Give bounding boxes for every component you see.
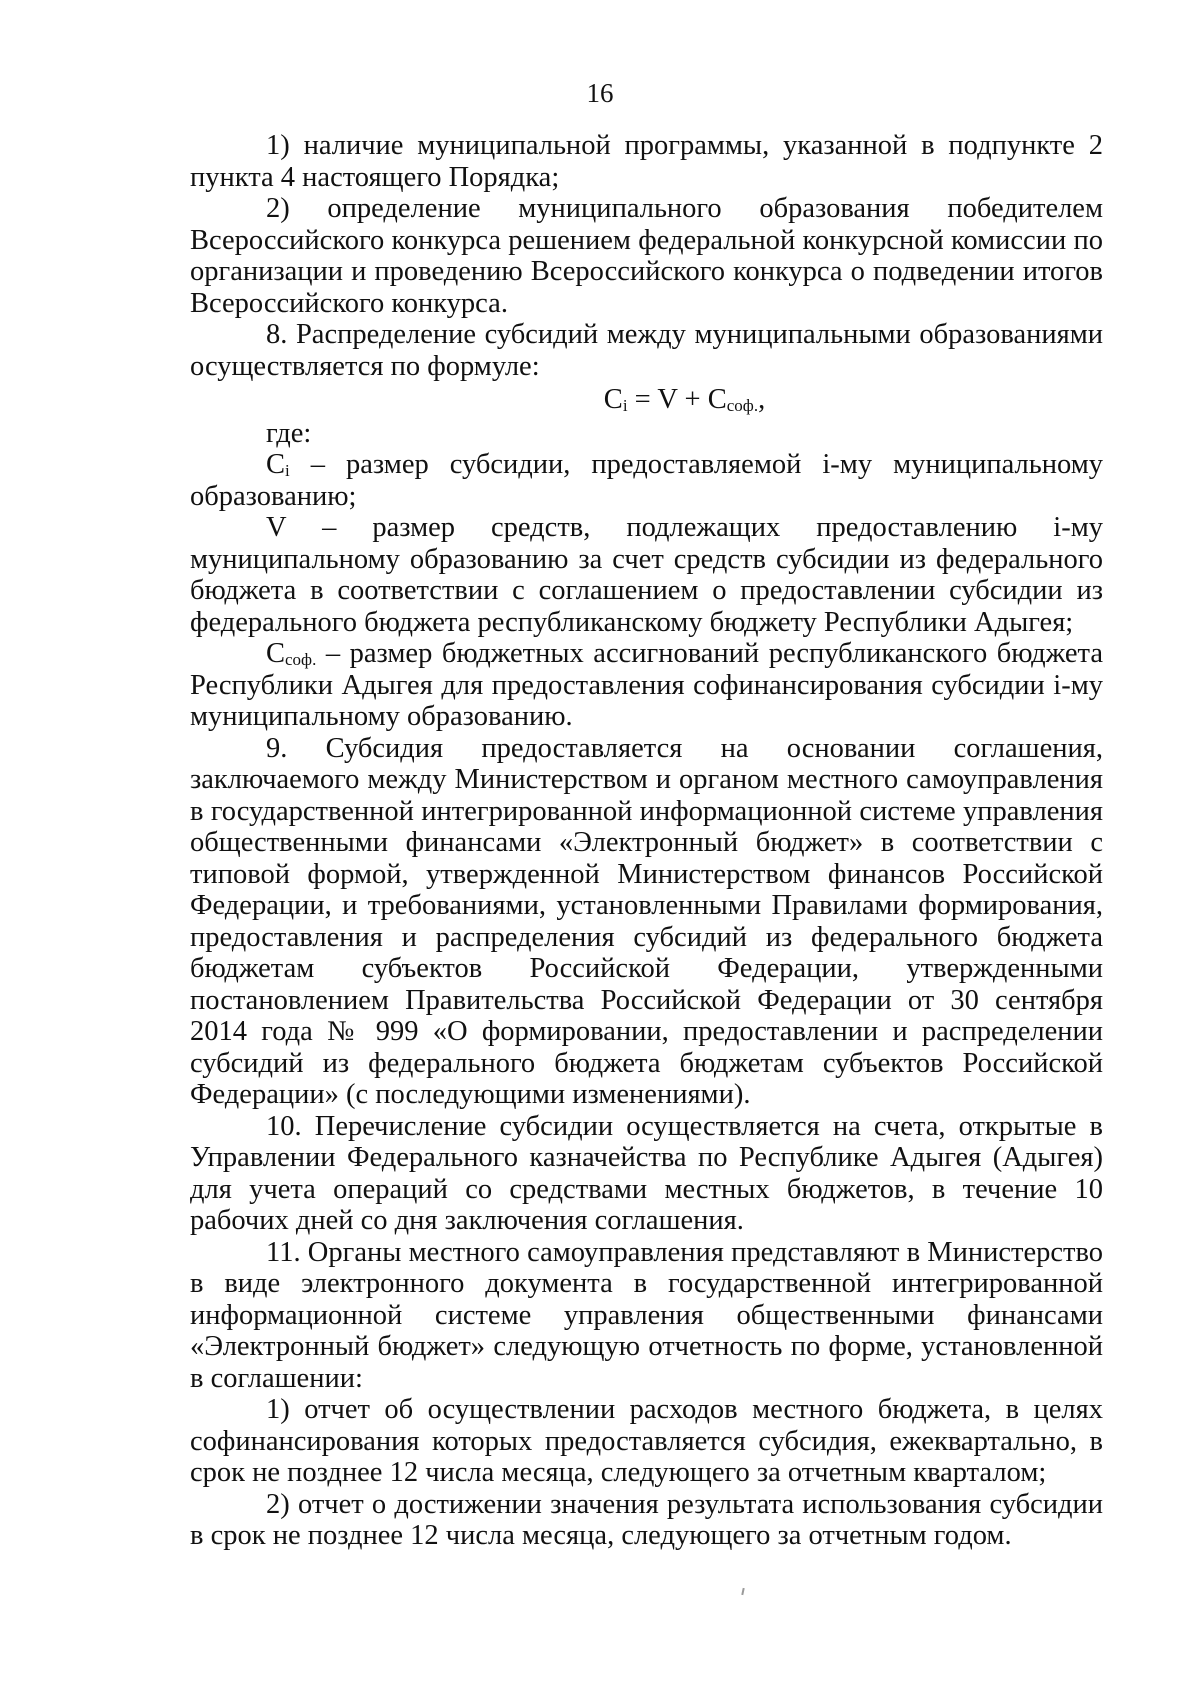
paragraph-9: 9. Субсидия предоставляется на основании соглашения, заключаемого между Министерством и органом местного самоуправления в государственной интегрированной информационной системе управления общественными финансами «Электронный бюджет» в соответствии с типовой формой, утвержденной Министерством финансов Российской Федерации, и требованиями, установленными Правилами формирования, предоставления и распределения субсидий из федерального бюджета бюджетам субъектов Российской Федерации, утвержденными постановлением Правительства Российской Федерации от 30 сентября 2014 года № 999 «О формировании, предоставлении и распределении субсидий из федерального бюджета бюджетам субъектов Российской Федерации» (с последующими изменениями). xyxy=(190,732,1103,1110)
paragraph-10: 10. Перечисление субсидии осуществляется на счета, открытые в Управлении Федерального казначейства по Республике Адыгея (Адыгея) для учета операций со средствами местных бюджетов, в течение 10 рабочих дней со дня заключения соглашения. xyxy=(190,1110,1103,1236)
page-number: 16 xyxy=(586,78,614,108)
definition-csof-symbol: C xyxy=(266,638,286,669)
document-body xyxy=(190,130,1103,1552)
definition-ci-text: – размер субсидии, предоставляемой i-му муниципальному образованию; xyxy=(190,449,1103,512)
paragraph-condition-1: 1) наличие муниципальной программы, указанной в подпункте 2 пункта 4 настоящего Порядка; xyxy=(190,130,1103,193)
definition-v: V – размер средств, подлежащих предоставлению i-му муниципальному образованию за счет средств субсидии из федерального бюджета в соответствии с соглашением о предоставлении субсидии из федерального бюджета республиканскому бюджету Республики Адыгея; xyxy=(190,512,1103,638)
paragraph-11: 11. Органы местного самоуправления представляют в Министерство в виде электронного документа в государственной интегрированной информационной системе управления общественными финансами «Электронный бюджет» следующую отчетность по форме, установленной в соглашении: xyxy=(190,1236,1103,1394)
formula-tail: , xyxy=(758,384,766,415)
formula-middle: = V + C xyxy=(627,384,727,415)
formula-c: C xyxy=(603,384,623,415)
definition-ci-symbol: C xyxy=(266,449,286,480)
definition-csof-text: – размер бюджетных ассигнований республиканского бюджета Республики Адыгея для предоставления софинансирования субсидии i-му муниципальному образованию. xyxy=(190,638,1103,732)
where-label: где: xyxy=(266,417,312,449)
paragraph-8: 8. Распределение субсидий между муниципальными образованиями осуществляется по формуле: xyxy=(190,319,1103,382)
formula-subscript-sof: соф. xyxy=(726,396,759,415)
definition-ci-subscript: i xyxy=(285,461,290,480)
paragraph-11-item-1: 1) отчет об осуществлении расходов местного бюджета, в целях софинансирования которых предоставляется субсидия, ежеквартально, в срок не позднее 12 числа месяца, следующего за отчетным кварталом; xyxy=(190,1394,1103,1488)
scan-artifact xyxy=(741,1588,744,1595)
formula-subscript-i: i xyxy=(622,396,628,415)
definition-csof-subscript: соф. xyxy=(285,650,317,669)
definition-csof xyxy=(190,638,1103,733)
paragraph-11-item-2: 2) отчет о достижении значения результата использования субсидии в срок не позднее 12 числа месяца, следующего за отчетным годом. xyxy=(190,1488,1103,1551)
distribution-formula xyxy=(190,384,1103,416)
definition-ci xyxy=(190,449,1103,512)
paragraph-condition-2: 2) определение муниципального образования победителем Всероссийского конкурса решением федеральной конкурсной комиссии по организации и проведению Всероссийского конкурса о подведении итогов Всероссийского конкурса. xyxy=(190,193,1103,319)
